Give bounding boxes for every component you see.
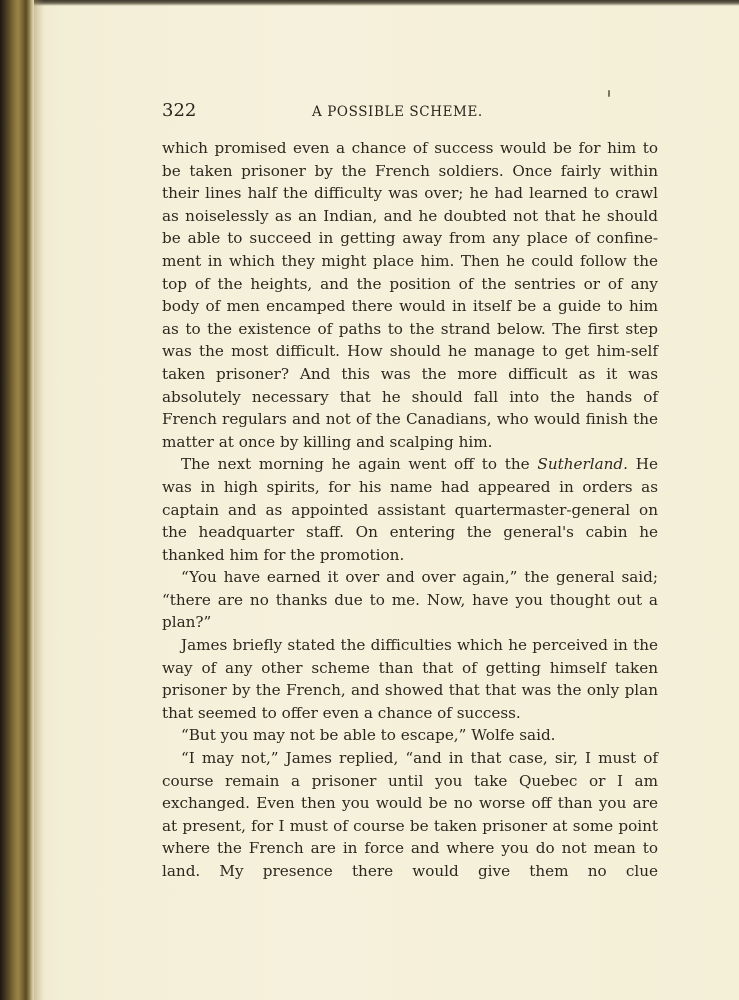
page-top-shadow	[0, 0, 739, 6]
paragraph-1: which promised even a chance of success would be for him to be taken prisoner by the French soldiers. Once fairly within their lines half the difficulty was over; he had learned to crawl as noiselessly as an Indian, and he doubted not that he should be able to succeed in getting away from any place of confine-ment in which they might place him. Then he could follow the top of the heights, and the position of the sentries or of any body of men encamped there would in itself be a guide to him as to the existence of paths to the strand below. The first step was the most difficult. How should he manage to get him-self taken prisoner? And this was the more difficult as it was absolutely necessary that he should fall into the hands of French regulars and not of the Canadians, who would finish the matter at once by killing and scalping him.	[162, 139, 658, 451]
running-title: A POSSIBLE SCHEME.	[312, 104, 483, 120]
paragraph-6: “I may not,” James replied, “and in that case, sir, I must of course remain a prisoner until you take Quebec or I am exchanged. Even then you would be no worse off than you are at present, for I must of course be taken prisoner at some point where the French are in force and where you do not mean to land. My presence there would give them no clue	[162, 749, 658, 880]
running-head	[162, 98, 658, 124]
binding-gutter-shadow	[34, 0, 44, 1000]
page-number: 322	[162, 100, 197, 121]
paragraph-2-rest: He was in high spirits, for his name had appeared in orders as captain and as appointed assistant quartermaster-general on the headquarter staff. On entering the general's cabin he thanked him for the promotion.	[162, 455, 658, 564]
body-text	[162, 137, 658, 883]
paragraph-2	[162, 453, 658, 566]
paragraph-2-start: The next morning he again went off to the	[181, 455, 538, 474]
paragraph-4: James briefly stated the difficulties which he perceived in the way of any other scheme than that of getting himself taken prisoner by the French, and showed that that was the only plan that seemed to offer even a chance of success.	[162, 636, 658, 722]
paragraph-5: “But you may not be able to escape,” Wolfe said.	[181, 726, 556, 745]
paragraph-3: “You have earned it over and over again,” the general said; “there are no thanks due to me. Now, have you thought out a plan?”	[162, 568, 658, 632]
book-binding	[0, 0, 34, 1000]
paper-speck	[608, 90, 610, 97]
ship-name: Sutherland.	[537, 455, 628, 474]
